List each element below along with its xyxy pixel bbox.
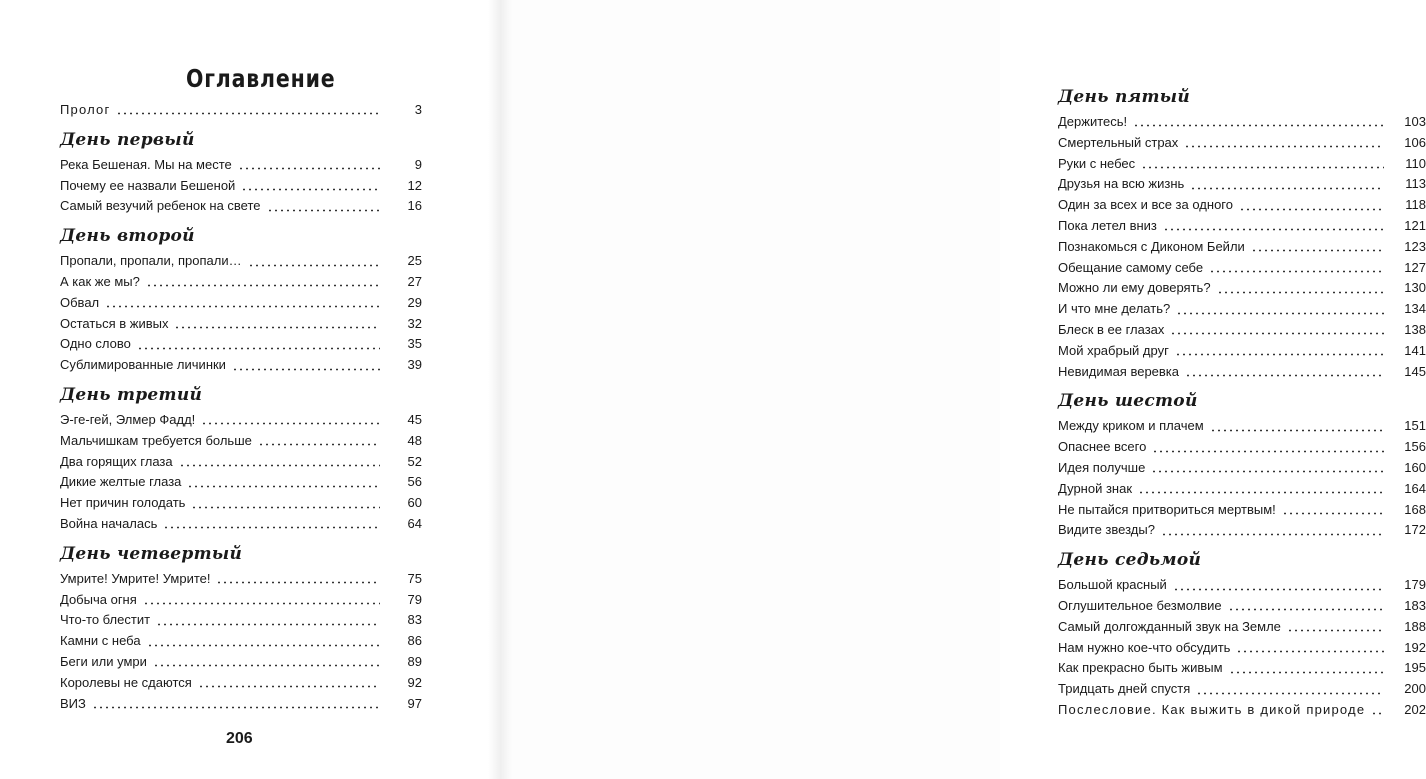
toc-entry-title: Река Бешеная. Мы на месте [60, 156, 232, 172]
toc-entry[interactable] [60, 251, 422, 272]
toc-entry-page: 56 [407, 474, 422, 490]
dot-leader [238, 159, 380, 171]
toc-entry-page: 39 [407, 357, 422, 373]
section-heading: День пятый [1058, 87, 1190, 107]
toc-entry-title: Не пытайся притвориться мертвым! [1058, 501, 1276, 517]
toc-entry-title: Остаться в живых [60, 315, 169, 331]
toc-entry[interactable] [1058, 216, 1426, 237]
dot-leader [232, 360, 380, 372]
right-page [500, 0, 1426, 779]
toc-entry-page: 195 [1404, 660, 1426, 676]
toc-entry-title: Одно слово [60, 336, 131, 352]
toc-entry[interactable] [1058, 133, 1426, 154]
toc-entry-title: А как же мы? [60, 273, 140, 289]
toc-entry-title: Самый везучий ребенок на свете [60, 198, 261, 214]
toc-entry[interactable] [60, 155, 422, 176]
toc-entry-page: 29 [407, 294, 422, 310]
toc-entry[interactable] [60, 272, 422, 293]
dot-leader [1138, 483, 1384, 495]
toc-entry-title: Самый долгожданный звук на Земле [1058, 618, 1281, 634]
toc-entry-title: Тридцать дней спустя [1058, 681, 1191, 697]
toc-entry-title: Э-ге-гей, Элмер Фадд! [60, 411, 196, 427]
section-heading: День седьмой [1058, 550, 1202, 571]
toc-entry-page: 141 [1404, 342, 1426, 358]
toc-entry-title: Видите звезды? [1058, 522, 1155, 538]
toc-entry-title: Нам нужно кое-что обсудить [1058, 639, 1231, 655]
dot-leader [1228, 600, 1384, 612]
toc-entry-title: Оглушительное безмолвие [1058, 597, 1222, 613]
toc-entry-title: Что-то блестит [60, 612, 151, 628]
toc-entry-title: Война началась [60, 515, 158, 531]
toc-entry[interactable] [60, 631, 422, 652]
toc-entry-page: 164 [1404, 480, 1426, 496]
section-heading: День четвертый [60, 543, 243, 564]
toc-entry[interactable] [1058, 174, 1426, 195]
toc-entry-prologue[interactable] [60, 100, 422, 121]
dot-leader [147, 636, 380, 648]
toc-entry-title: Беги или умри [60, 653, 147, 669]
toc-entry-title: Пролог [60, 102, 111, 117]
toc-entry-title: Друзья на всю жизнь [1058, 176, 1185, 192]
toc-right-column [1058, 78, 1426, 721]
toc-entry-title: ВИЗ [60, 695, 86, 711]
dot-leader [1151, 462, 1384, 474]
toc-entry-title: Почему ее назвали Бешеной [60, 177, 236, 193]
toc-entry-title: Идея получше [1058, 459, 1146, 475]
dot-leader [1173, 580, 1384, 592]
dot-leader [1236, 642, 1384, 654]
toc-entry[interactable] [1058, 500, 1426, 521]
toc-entry-title: Опаснее всего [1058, 439, 1147, 455]
dot-leader [1190, 179, 1384, 191]
dot-leader [1251, 241, 1384, 253]
toc-entry[interactable] [60, 431, 422, 452]
toc-entry[interactable] [60, 590, 422, 611]
toc-entry-title: Два горящих глаза [60, 453, 173, 469]
toc-entry-page: 103 [1404, 114, 1426, 129]
section-heading: День третий [60, 384, 203, 405]
dot-leader [1217, 283, 1384, 295]
toc-entry-title: Дурной знак [1058, 480, 1133, 496]
toc-entry-page: 172 [1404, 522, 1426, 538]
toc-entry-page: 60 [407, 495, 422, 511]
dot-leader [1287, 621, 1384, 633]
toc-entry[interactable] [60, 452, 422, 473]
toc-entry[interactable] [1058, 258, 1426, 279]
toc-entry[interactable] [1058, 112, 1426, 133]
dot-leader [92, 698, 380, 710]
dot-leader [258, 435, 380, 447]
section-heading: День шестой [1058, 391, 1198, 412]
dot-leader [267, 201, 380, 213]
dot-leader [1170, 324, 1384, 336]
left-page [0, 0, 500, 779]
toc-entry[interactable] [60, 410, 422, 431]
dot-leader [1163, 220, 1384, 232]
toc-entry[interactable] [1058, 575, 1426, 596]
dot-leader [248, 256, 380, 268]
toc-entry[interactable] [1058, 658, 1426, 679]
dot-leader [143, 594, 380, 606]
toc-entry-page: 106 [1404, 134, 1426, 150]
toc-entry[interactable] [60, 334, 422, 355]
dot-leader [1229, 663, 1384, 675]
toc-entry[interactable] [1058, 278, 1426, 299]
dot-leader [241, 180, 380, 192]
toc-entry-page: 145 [1404, 363, 1426, 379]
dot-leader [191, 498, 380, 510]
dot-leader [1210, 421, 1384, 433]
toc-entry-title: Обвал [60, 294, 100, 310]
toc-entry-page: 118 [1405, 197, 1426, 213]
toc-entry-page: 9 [414, 156, 422, 172]
toc-entry-page: 3 [414, 102, 422, 117]
book-gutter [488, 0, 512, 779]
toc-entry-page: 25 [407, 253, 422, 269]
dot-leader [1133, 116, 1384, 128]
toc-entry[interactable] [1058, 299, 1426, 320]
toc-entry[interactable] [1058, 679, 1426, 700]
toc-entry[interactable] [60, 569, 422, 590]
toc-entry-page: 183 [1404, 597, 1426, 613]
toc-entry[interactable] [1058, 195, 1426, 216]
dot-leader [116, 104, 380, 116]
toc-entry-page: 79 [407, 591, 422, 607]
toc-entry-page: 134 [1404, 301, 1426, 317]
dot-leader [1161, 525, 1384, 537]
toc-entry-page: 123 [1404, 238, 1426, 254]
toc-entry-page: 130 [1404, 280, 1426, 296]
toc-entry-title: Сублимированные личинки [60, 357, 226, 373]
toc-left-column [60, 100, 422, 714]
dot-leader [198, 677, 380, 689]
dot-leader [1185, 366, 1384, 378]
dot-leader [179, 456, 380, 468]
toc-entry-page: 202 [1404, 701, 1426, 717]
toc-entry[interactable] [1058, 479, 1426, 500]
toc-entry-page: 64 [407, 515, 422, 531]
toc-entry[interactable] [1058, 617, 1426, 638]
toc-entry[interactable] [1058, 237, 1426, 258]
toc-entry-page: 32 [407, 315, 422, 331]
toc-entry[interactable] [60, 694, 422, 715]
toc-entry-page: 127 [1404, 259, 1426, 275]
toc-entry-page: 75 [407, 570, 422, 586]
toc-entry-page: 160 [1404, 459, 1426, 475]
toc-entry[interactable] [60, 196, 422, 217]
toc-entry-page: 92 [407, 674, 422, 690]
toc-entry[interactable] [60, 293, 422, 314]
toc-entry-page: 97 [407, 695, 422, 711]
dot-leader [1239, 200, 1384, 212]
toc-entry-title: Камни с неба [60, 633, 141, 649]
dot-leader [156, 615, 380, 627]
dot-leader [174, 318, 380, 330]
dot-leader [187, 477, 380, 489]
toc-entry-page: 168 [1404, 501, 1426, 517]
section-heading: День второй [60, 226, 195, 247]
toc-entry-title: Большой красный [1058, 577, 1167, 593]
dot-leader [1282, 504, 1384, 516]
toc-entry[interactable] [60, 673, 422, 694]
toc-entry-title: Между криком и плачем [1058, 418, 1204, 434]
dot-leader [1209, 262, 1384, 274]
toc-entry-title: Нет причин голодать [60, 495, 186, 511]
toc-entry-page: 35 [407, 336, 422, 352]
toc-entry-page: 86 [407, 633, 422, 649]
toc-entry-page: 151 [1404, 418, 1426, 434]
toc-entry-title: Добыча огня [60, 591, 137, 607]
toc-entry[interactable] [60, 493, 422, 514]
dot-leader [153, 656, 380, 668]
dot-leader [1141, 158, 1384, 170]
dot-leader [146, 276, 380, 288]
toc-entry[interactable] [1058, 154, 1426, 175]
dot-leader [1152, 442, 1384, 454]
toc-entry[interactable] [60, 176, 422, 197]
toc-entry-page: 188 [1404, 618, 1426, 634]
toc-entry-page: 110 [1405, 155, 1426, 171]
toc-entry-page: 121 [1404, 217, 1426, 233]
toc-entry-page: 16 [407, 198, 422, 214]
toc-entry[interactable] [1058, 320, 1426, 341]
toc-entry[interactable] [60, 472, 422, 493]
toc-entry-title: Дикие желтые глаза [60, 474, 182, 490]
dot-leader [1175, 345, 1384, 357]
toc-entry-page: 48 [407, 432, 422, 448]
toc-entry-title: Обещание самому себе [1058, 259, 1204, 275]
toc-entry-page: 192 [1404, 639, 1426, 655]
section-heading: День первый [60, 129, 195, 150]
dot-leader [201, 414, 380, 426]
toc-entry-page: 113 [1405, 176, 1426, 192]
toc-entry-page: 179 [1404, 577, 1426, 593]
toc-entry[interactable] [1058, 437, 1426, 458]
dot-leader [1176, 304, 1384, 316]
toc-entry[interactable] [60, 610, 422, 631]
toc-entry-title: Держитесь! [1058, 114, 1128, 129]
toc-entry-title: Умрите! Умрите! Умрите! [60, 570, 211, 586]
toc-entry[interactable] [1058, 341, 1426, 362]
toc-entry-page: 200 [1404, 681, 1426, 697]
toc-entry-title: Пока летел вниз [1058, 217, 1157, 233]
toc-entry-page: 27 [407, 273, 422, 289]
toc-entry-page: 12 [407, 177, 422, 193]
dot-leader [105, 297, 380, 309]
toc-entry-title: Пропали, пропали, пропали… [60, 253, 242, 269]
dot-leader [1184, 137, 1384, 149]
toc-entry-title: Мальчишкам требуется больше [60, 432, 252, 448]
toc-entry[interactable] [1058, 458, 1426, 479]
toc-entry-page: 45 [407, 411, 422, 427]
dot-leader [216, 573, 380, 585]
dot-leader [137, 339, 380, 351]
page-title: Оглавление [186, 64, 336, 93]
toc-entry-title: Послесловие. Как выжить в дикой природе [1058, 701, 1366, 717]
toc-entry-title: И что мне делать? [1058, 301, 1171, 317]
toc-entry-title: Мой храбрый друг [1058, 342, 1169, 358]
toc-entry-title: Руки с небес [1058, 155, 1136, 171]
toc-entry[interactable] [60, 314, 422, 335]
toc-entry-page: 89 [407, 653, 422, 669]
toc-entry-title: Королевы не сдаются [60, 674, 192, 690]
dot-leader [1371, 704, 1384, 716]
toc-entry[interactable] [60, 514, 422, 535]
toc-entry-page: 138 [1404, 321, 1426, 337]
toc-entry-title: Блеск в ее глазах [1058, 321, 1165, 337]
toc-entry-title: Можно ли ему доверять? [1058, 280, 1211, 296]
toc-entry[interactable] [1058, 638, 1426, 659]
toc-entry-title: Как прекрасно быть живым [1058, 660, 1223, 676]
toc-entry[interactable] [1058, 520, 1426, 541]
toc-entry-title: Один за всех и все за одного [1058, 197, 1233, 213]
toc-entry-epilogue[interactable] [1058, 700, 1426, 721]
page-number: 206 [226, 730, 253, 747]
toc-entry[interactable] [1058, 416, 1426, 437]
toc-entry-title: Познакомься с Диконом Бейли [1058, 238, 1245, 254]
toc-entry-page: 83 [407, 612, 422, 628]
toc-entry-page: 52 [407, 453, 422, 469]
toc-entry[interactable] [60, 652, 422, 673]
toc-entry[interactable] [1058, 596, 1426, 617]
toc-entry-page: 156 [1404, 439, 1426, 455]
toc-entry[interactable] [1058, 362, 1426, 383]
toc-entry-title: Невидимая веревка [1058, 363, 1180, 379]
toc-entry[interactable] [60, 355, 422, 376]
dot-leader [163, 518, 380, 530]
dot-leader [1196, 684, 1384, 696]
toc-entry-title: Смертельный страх [1058, 134, 1179, 150]
